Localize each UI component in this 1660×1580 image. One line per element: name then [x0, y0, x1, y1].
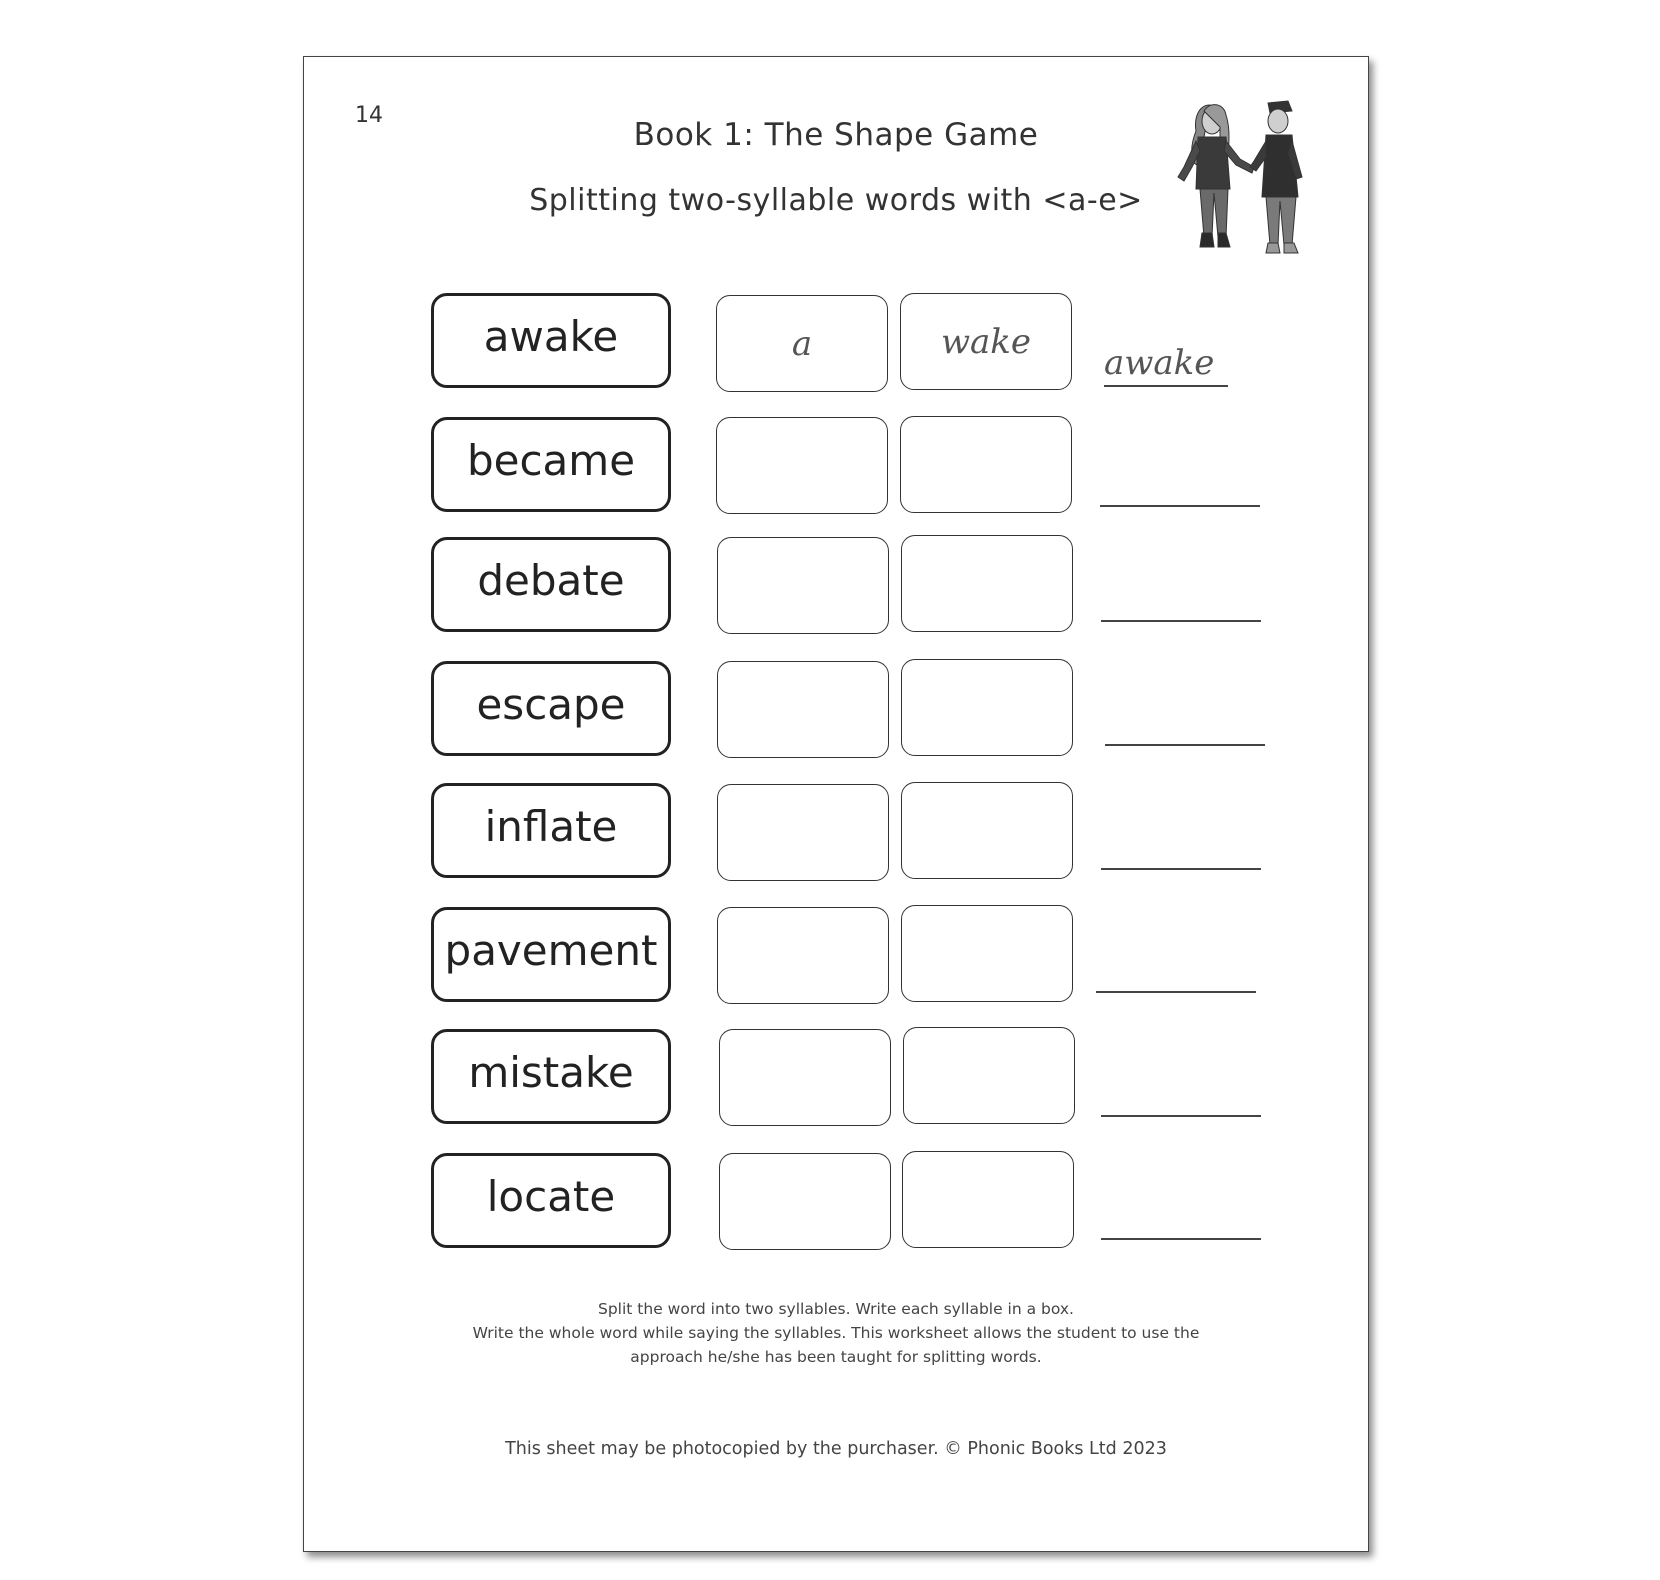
word-box-mistake: mistake: [431, 1029, 671, 1124]
instruction-line-2: Write the whole word while saying the syllables. This worksheet allows the student to use the: [472, 1324, 1200, 1342]
word-box-debate: debate: [431, 537, 671, 632]
word-box-locate: locate: [431, 1153, 671, 1248]
worksheet-page: [303, 56, 1369, 1552]
syllable-box-2-awake[interactable]: wake: [900, 293, 1072, 390]
syllable-box-1-awake[interactable]: a: [716, 295, 888, 392]
syllable-box-2-mistake[interactable]: [903, 1027, 1075, 1124]
syllable-box-1-inflate[interactable]: [717, 784, 889, 881]
syllable-box-2-escape[interactable]: [901, 659, 1073, 756]
characters-illustration: [1170, 97, 1320, 257]
copyright-notice: This sheet may be photocopied by the purchaser. © Phonic Books Ltd 2023: [505, 1439, 1167, 1459]
page-number: 14: [355, 103, 383, 128]
syllable-box-1-escape[interactable]: [717, 661, 889, 758]
answer-line-became[interactable]: [1100, 505, 1260, 507]
word-box-pavement: pavement: [431, 907, 671, 1002]
instructions: [364, 1297, 1308, 1369]
syllable-box-1-mistake[interactable]: [719, 1029, 891, 1126]
word-box-escape: escape: [431, 661, 671, 756]
answer-line-mistake[interactable]: [1101, 1115, 1261, 1117]
answer-text-awake: awake: [1104, 343, 1215, 383]
answer-line-locate[interactable]: [1101, 1238, 1261, 1240]
syllable-box-2-inflate[interactable]: [901, 782, 1073, 879]
answer-line-debate[interactable]: [1101, 620, 1261, 622]
title-text: Book 1: The Shape Game: [633, 117, 1039, 153]
answer-line-inflate[interactable]: [1101, 868, 1261, 870]
answer-line-awake[interactable]: [1104, 385, 1228, 387]
syllable-box-1-debate[interactable]: [717, 537, 889, 634]
syllable-box-2-pavement[interactable]: [901, 905, 1073, 1002]
instruction-line-3: approach he/she has been taught for splitting words.: [630, 1348, 1042, 1366]
answer-line-pavement[interactable]: [1096, 991, 1256, 993]
syllable-box-1-became[interactable]: [716, 417, 888, 514]
subtitle-text: Splitting two-syllable words with <a-e>: [529, 183, 1143, 218]
answer-line-escape[interactable]: [1105, 744, 1265, 746]
instruction-line-1: Split the word into two syllables. Write each syllable in a box.: [598, 1300, 1074, 1318]
syllable-box-2-locate[interactable]: [902, 1151, 1074, 1248]
word-box-inflate: inflate: [431, 783, 671, 878]
word-box-became: became: [431, 417, 671, 512]
syllable-box-1-locate[interactable]: [719, 1153, 891, 1250]
word-box-awake: awake: [431, 293, 671, 388]
syllable-box-2-became[interactable]: [900, 416, 1072, 513]
syllable-box-2-debate[interactable]: [901, 535, 1073, 632]
syllable-box-1-pavement[interactable]: [717, 907, 889, 1004]
